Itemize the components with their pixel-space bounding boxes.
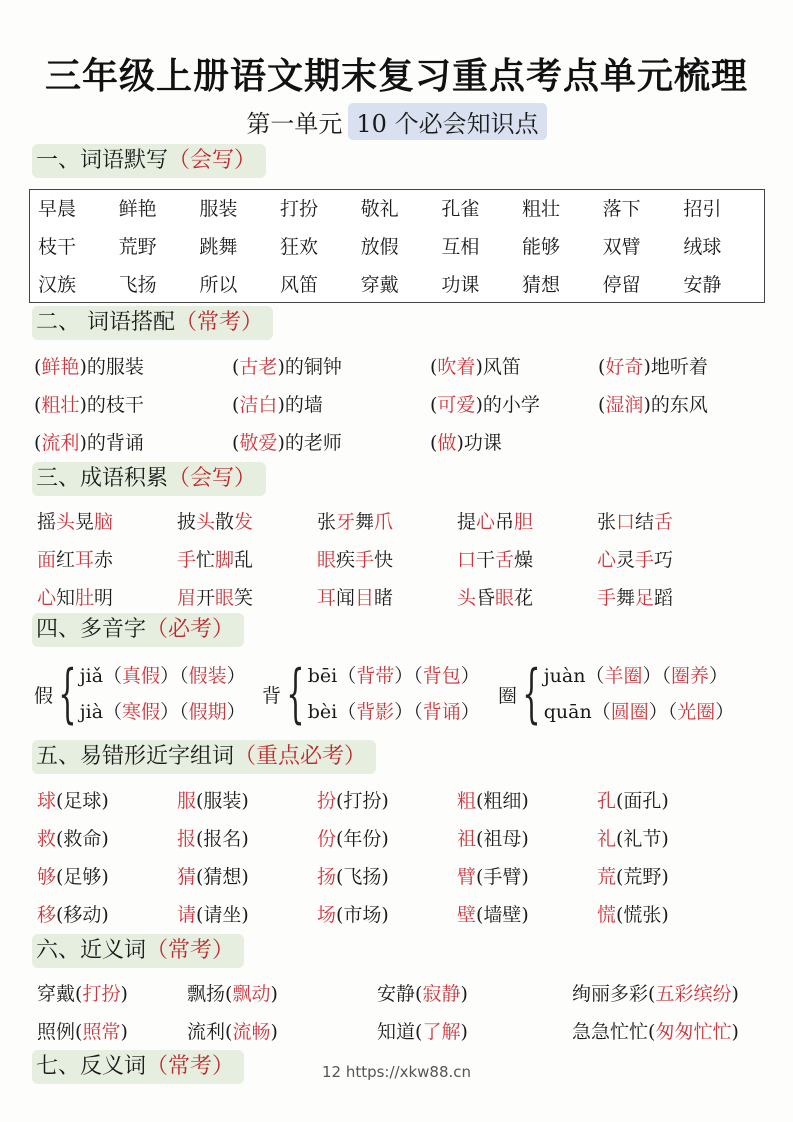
- section-tag: （常考）: [146, 1054, 235, 1079]
- key-char: 报: [177, 828, 197, 850]
- similar-char-item: [597, 900, 737, 927]
- dictation-word: 风笛: [279, 274, 318, 296]
- collocation-item: (古老)的铜钟: [232, 356, 342, 378]
- collocation-answer: 古老: [239, 356, 278, 378]
- dictation-word: 穿戴: [360, 274, 399, 296]
- idiom-key-char: 心: [597, 549, 617, 571]
- example-word: (足够): [56, 866, 109, 888]
- polyphone-char: 假: [34, 684, 54, 707]
- idiom-item: [597, 507, 737, 534]
- section-label: 五、易错形近字组词: [36, 744, 235, 769]
- dictation-word: 枝干: [38, 236, 77, 258]
- collocation-item: (吹着)风笛: [430, 356, 521, 378]
- idiom-key-char: 口: [457, 549, 477, 571]
- idiom-key-char: 爪: [374, 511, 394, 533]
- idiom-char: 巧: [654, 549, 674, 571]
- example-word: (请坐): [196, 904, 249, 926]
- idiom-char: 干: [476, 549, 496, 571]
- example-word: 圈养: [670, 665, 709, 687]
- idiom-key-char: 眼: [215, 587, 235, 609]
- idiom-item: [37, 583, 177, 610]
- synonym-word: 绚丽多彩: [572, 983, 649, 1005]
- dictation-word: 孔雀: [441, 198, 480, 220]
- idiom-char: 快: [374, 549, 394, 571]
- collocation-row: [34, 352, 778, 379]
- synonym-answer: 了解: [422, 1021, 461, 1043]
- pinyin: jià: [79, 701, 104, 723]
- brace-icon: {: [522, 657, 541, 731]
- collocation-answer: 可爱: [437, 394, 476, 416]
- synonym-answer: 飘动: [232, 983, 271, 1005]
- example-word: 假期: [188, 701, 227, 723]
- key-char: 救: [37, 828, 57, 850]
- idiom-char: 吊: [495, 511, 515, 533]
- synonym-item: 安静(寂静): [377, 983, 468, 1005]
- section-label: 二、 词语搭配: [36, 310, 175, 335]
- example-word: (报名): [196, 828, 249, 850]
- idiom-key-char: 手: [635, 549, 655, 571]
- example-word: 寒假: [122, 701, 161, 723]
- dictation-word-box: [29, 189, 765, 303]
- synonym-word: 流利: [187, 1021, 226, 1043]
- collocation-answer: 流利: [41, 432, 80, 454]
- example-word: (打扮): [336, 790, 389, 812]
- key-char: 扬: [317, 866, 337, 888]
- unit-label: 第一单元: [246, 110, 343, 138]
- dictation-word: 所以: [199, 274, 238, 296]
- collocation-item: (好奇)地听着: [598, 356, 708, 378]
- synonym-word: 飘扬: [187, 983, 226, 1005]
- collocation-answer: 洁白: [239, 394, 278, 416]
- idiom-row: [37, 507, 737, 534]
- pinyin: bēi: [307, 665, 338, 687]
- synonym-answer: 匆匆忙忙: [655, 1021, 732, 1043]
- collocation-answer: 粗壮: [41, 394, 80, 416]
- idiom-item: [37, 545, 177, 572]
- idiom-key-char: 头: [196, 511, 216, 533]
- idiom-char: 花: [514, 587, 534, 609]
- example-word: (移动): [56, 904, 109, 926]
- synonym-item: 知道(了解): [377, 1021, 468, 1043]
- polyphone-reading: quān（圆圈）（光圈）: [543, 701, 735, 723]
- idiom-item: [317, 545, 457, 572]
- similar-char-item: [37, 824, 177, 851]
- example-word: (面孔): [616, 790, 669, 812]
- synonym-word: 急急忙忙: [572, 1021, 649, 1043]
- synonym-answer: 流畅: [232, 1021, 271, 1043]
- idiom-char: 舞: [355, 511, 375, 533]
- section-tag: （重点必考）: [234, 744, 367, 769]
- idiom-char: 结: [635, 511, 655, 533]
- example-word: 背带: [356, 665, 395, 687]
- idiom-key-char: 口: [616, 511, 636, 533]
- synonym-row: [37, 1017, 772, 1044]
- example-word: (慌张): [616, 904, 669, 926]
- polyphone-group: [34, 656, 246, 732]
- similar-char-item: [317, 900, 457, 927]
- idiom-item: [317, 507, 457, 534]
- idiom-key-char: 胆: [514, 511, 534, 533]
- collocation-answer: 敬爱: [239, 432, 278, 454]
- idiom-item: [457, 545, 597, 572]
- idiom-key-char: 舌: [654, 511, 674, 533]
- idiom-key-char: 头: [457, 587, 477, 609]
- idiom-char: 摇: [37, 511, 57, 533]
- section-tag: （必考）: [146, 617, 235, 642]
- idiom-char: 笑: [234, 587, 254, 609]
- section-tag: （会写）: [168, 466, 257, 491]
- polyphone-char: 背: [262, 684, 282, 707]
- example-word: 真假: [122, 665, 161, 687]
- synonym-item: 穿戴(打扮): [37, 983, 128, 1005]
- example-word: (荒野): [616, 866, 669, 888]
- example-word: (墙壁): [476, 904, 529, 926]
- example-word: (市场): [336, 904, 389, 926]
- collocation-row: [34, 390, 778, 417]
- idiom-key-char: 眼: [495, 587, 515, 609]
- dictation-word: 服装: [199, 198, 238, 220]
- similar-char-item: [597, 786, 737, 813]
- idiom-key-char: 面: [37, 549, 57, 571]
- dictation-word: 汉族: [38, 274, 77, 296]
- idiom-char: 红: [56, 549, 76, 571]
- key-char: 场: [317, 904, 337, 926]
- example-word: 圆圈: [610, 701, 649, 723]
- polyphone-readings: [80, 663, 246, 725]
- example-word: (粗细): [476, 790, 529, 812]
- pinyin: jiǎ: [79, 665, 104, 687]
- key-char: 礼: [597, 828, 617, 850]
- idiom-char: 张: [317, 511, 337, 533]
- footer-watermark: 12 https://xkw88.cn: [321, 1063, 472, 1081]
- polyphone-reading: jià（寒假）（假期）: [79, 701, 246, 723]
- collocation-item: (可爱)的小学: [430, 394, 540, 416]
- polyphone-group: [498, 656, 734, 732]
- example-word: 羊圈: [604, 665, 643, 687]
- idiom-key-char: 耳: [317, 587, 337, 609]
- key-char: 移: [37, 904, 57, 926]
- synonym-answer: 打扮: [82, 983, 121, 1005]
- synonym-answer: 寂静: [422, 983, 461, 1005]
- idiom-key-char: 头: [56, 511, 76, 533]
- section-heading-idioms: [32, 462, 266, 496]
- idiom-key-char: 牙: [336, 511, 356, 533]
- synonym-item: 急急忙忙(匆匆忙忙): [572, 1021, 739, 1043]
- polyphone-reading: jiǎ（真假）（假装）: [79, 665, 246, 687]
- key-char: 猜: [177, 866, 197, 888]
- example-word: (手臂): [476, 866, 529, 888]
- similar-char-item: [597, 862, 737, 889]
- pinyin: juàn: [543, 665, 586, 687]
- idiom-char: 燥: [514, 549, 534, 571]
- similar-char-row: [37, 786, 737, 813]
- section-label: 七、反义词: [36, 1054, 147, 1079]
- section-heading-synonyms: [32, 934, 244, 968]
- similar-char-item: [457, 786, 597, 813]
- idiom-key-char: 目: [355, 587, 375, 609]
- idiom-char: 灵: [616, 549, 636, 571]
- unit-subtitle: [0, 103, 793, 140]
- key-char: 壁: [457, 904, 477, 926]
- pinyin: quān: [543, 701, 592, 723]
- collocation-answer: 好奇: [605, 356, 644, 378]
- dictation-word: 安静: [683, 274, 722, 296]
- dictation-word: 早晨: [38, 198, 77, 220]
- synonym-word: 知道: [377, 1021, 416, 1043]
- example-word: 背包: [422, 665, 461, 687]
- synonym-word: 穿戴: [37, 983, 76, 1005]
- idiom-key-char: 脚: [215, 549, 235, 571]
- idiom-char: 明: [94, 587, 114, 609]
- dictation-word: 狂欢: [279, 236, 318, 258]
- key-char: 粗: [457, 790, 477, 812]
- example-word: (年份): [336, 828, 389, 850]
- similar-char-item: [457, 900, 597, 927]
- example-word: 光圈: [677, 701, 716, 723]
- section-label: 六、近义词: [36, 938, 147, 963]
- dictation-word: 荒野: [118, 236, 157, 258]
- section-tag: （会写）: [168, 148, 257, 173]
- synonym-word: 安静: [377, 983, 416, 1005]
- dictation-word: 猜想: [521, 274, 560, 296]
- section-label: 一、词语默写: [36, 148, 169, 173]
- idiom-key-char: 眼: [317, 549, 337, 571]
- collocation-answer: 吹着: [437, 356, 476, 378]
- idiom-item: [597, 583, 737, 610]
- idiom-char: 晃: [75, 511, 95, 533]
- similar-char-item: [177, 862, 317, 889]
- section-heading-polyphones: [32, 613, 244, 647]
- synonym-answer: 照常: [82, 1021, 121, 1043]
- pinyin: bèi: [307, 701, 338, 723]
- idiom-row: [37, 545, 737, 572]
- key-char: 球: [37, 790, 57, 812]
- example-word: (祖母): [476, 828, 529, 850]
- similar-char-item: [37, 862, 177, 889]
- section-heading-collocation: [32, 306, 273, 340]
- idiom-char: 蹈: [654, 587, 674, 609]
- polyphone-char: 圈: [498, 684, 518, 707]
- key-char: 扮: [317, 790, 337, 812]
- idiom-char: 披: [177, 511, 197, 533]
- example-word: 背诵: [422, 701, 461, 723]
- key-char: 祖: [457, 828, 477, 850]
- similar-char-item: [317, 862, 457, 889]
- idiom-key-char: 心: [476, 511, 496, 533]
- synonym-word: 照例: [37, 1021, 76, 1043]
- dictation-word: 放假: [360, 236, 399, 258]
- idiom-item: [597, 545, 737, 572]
- synonym-item: 流利(流畅): [187, 1021, 278, 1043]
- collocation-item: (粗壮)的枝干: [34, 394, 144, 416]
- brace-icon: {: [286, 657, 305, 731]
- dictation-word: 跳舞: [199, 236, 238, 258]
- collocation-answer: 鲜艳: [41, 356, 80, 378]
- section-heading-similar-chars: [32, 740, 376, 774]
- idiom-char: 疾: [336, 549, 356, 571]
- idiom-char: 散: [215, 511, 235, 533]
- idiom-char: 闻: [336, 587, 356, 609]
- idiom-char: 忙: [196, 549, 216, 571]
- polyphone-reading: juàn（羊圈）（圈养）: [543, 665, 729, 687]
- dictation-word: 粗壮: [521, 198, 560, 220]
- polyphone-reading: bèi（背影）（背诵）: [307, 701, 480, 723]
- example-word: 假装: [188, 665, 227, 687]
- synonym-item: 绚丽多彩(五彩缤纷): [572, 983, 739, 1005]
- dictation-word: 招引: [683, 198, 722, 220]
- section-tag: （常考）: [146, 938, 235, 963]
- collocation-answer: 湿润: [605, 394, 644, 416]
- idiom-key-char: 耳: [75, 549, 95, 571]
- idiom-key-char: 心: [37, 587, 57, 609]
- similar-char-row: [37, 900, 737, 927]
- collocation-item: (湿润)的东风: [598, 394, 708, 416]
- idiom-char: 昏: [476, 587, 496, 609]
- idiom-key-char: 眉: [177, 587, 197, 609]
- collocation-row: [34, 428, 778, 455]
- similar-char-item: [37, 900, 177, 927]
- dictation-grid: [30, 190, 764, 299]
- section-label: 三、成语积累: [36, 466, 169, 491]
- idiom-char: 乱: [234, 549, 254, 571]
- example-word: 背影: [356, 701, 395, 723]
- section-heading-dictation: [32, 144, 266, 178]
- synonym-item: 飘扬(飘动): [187, 983, 278, 1005]
- section-label: 四、多音字: [36, 617, 147, 642]
- dictation-word: 功课: [441, 274, 480, 296]
- dictation-word: 停留: [602, 274, 641, 296]
- idiom-char: 开: [196, 587, 216, 609]
- key-char: 慌: [597, 904, 617, 926]
- idiom-key-char: 手: [597, 587, 617, 609]
- example-word: (飞扬): [336, 866, 389, 888]
- page-title: 三年级上册语文期末复习重点考点单元梳理: [44, 55, 748, 97]
- unit-highlight: 10 个必会知识点: [348, 103, 546, 140]
- example-word: (救命): [56, 828, 109, 850]
- idiom-char: 赤: [94, 549, 114, 571]
- key-char: 请: [177, 904, 197, 926]
- dictation-word: 飞扬: [118, 274, 157, 296]
- similar-char-row: [37, 824, 737, 851]
- collocation-item: (敬爱)的老师: [232, 432, 342, 454]
- idiom-key-char: 舌: [495, 549, 515, 571]
- collocation-item: (做)功课: [430, 432, 502, 454]
- dictation-word: 落下: [602, 198, 641, 220]
- dictation-word: 双臂: [602, 236, 641, 258]
- synonym-item: 照例(照常): [37, 1021, 128, 1043]
- similar-char-item: [597, 824, 737, 851]
- similar-char-item: [457, 824, 597, 851]
- key-char: 服: [177, 790, 197, 812]
- collocation-answer: 做: [437, 432, 457, 454]
- dictation-word: 打扮: [279, 198, 318, 220]
- polyphone-reading: bēi（背带）（背包）: [307, 665, 480, 687]
- key-char: 孔: [597, 790, 617, 812]
- example-word: (猜想): [196, 866, 249, 888]
- polyphone-readings: [308, 663, 480, 725]
- similar-char-item: [457, 862, 597, 889]
- idiom-item: [37, 507, 177, 534]
- idiom-item: [317, 583, 457, 610]
- idiom-char: 睹: [374, 587, 394, 609]
- dictation-word: 互相: [441, 236, 480, 258]
- example-word: (服装): [196, 790, 249, 812]
- collocation-item: (流利)的背诵: [34, 432, 144, 454]
- key-char: 臂: [457, 866, 477, 888]
- idiom-char: 张: [597, 511, 617, 533]
- key-char: 份: [317, 828, 337, 850]
- collocation-item: (鲜艳)的服装: [34, 356, 144, 378]
- dictation-word: 绒球: [683, 236, 722, 258]
- synonym-answer: 五彩缤纷: [655, 983, 732, 1005]
- similar-char-item: [177, 900, 317, 927]
- idiom-char: 舞: [616, 587, 636, 609]
- idiom-key-char: 发: [234, 511, 254, 533]
- idiom-row: [37, 583, 737, 610]
- similar-char-item: [37, 786, 177, 813]
- similar-char-row: [37, 862, 737, 889]
- idiom-item: [457, 507, 597, 534]
- idiom-key-char: 手: [177, 549, 197, 571]
- key-char: 荒: [597, 866, 617, 888]
- idiom-item: [177, 583, 317, 610]
- example-word: (足球): [56, 790, 109, 812]
- polyphone-readings: [544, 663, 735, 725]
- idiom-char: 知: [56, 587, 76, 609]
- similar-char-item: [177, 824, 317, 851]
- idiom-char: 提: [457, 511, 477, 533]
- dictation-word: 鲜艳: [118, 198, 157, 220]
- idiom-item: [177, 545, 317, 572]
- idiom-key-char: 手: [355, 549, 375, 571]
- brace-icon: {: [58, 657, 77, 731]
- polyphone-group: [262, 656, 480, 732]
- idiom-key-char: 脑: [94, 511, 114, 533]
- similar-char-item: [317, 824, 457, 851]
- similar-char-item: [317, 786, 457, 813]
- idiom-item: [177, 507, 317, 534]
- idiom-key-char: 足: [635, 587, 655, 609]
- section-tag: （常考）: [175, 310, 264, 335]
- dictation-word: 能够: [521, 236, 560, 258]
- key-char: 够: [37, 866, 57, 888]
- example-word: (礼节): [616, 828, 669, 850]
- dictation-word: 敬礼: [360, 198, 399, 220]
- similar-char-item: [177, 786, 317, 813]
- idiom-key-char: 肚: [75, 587, 95, 609]
- idiom-item: [457, 583, 597, 610]
- collocation-item: (洁白)的墙: [232, 394, 323, 416]
- synonym-row: [37, 979, 772, 1006]
